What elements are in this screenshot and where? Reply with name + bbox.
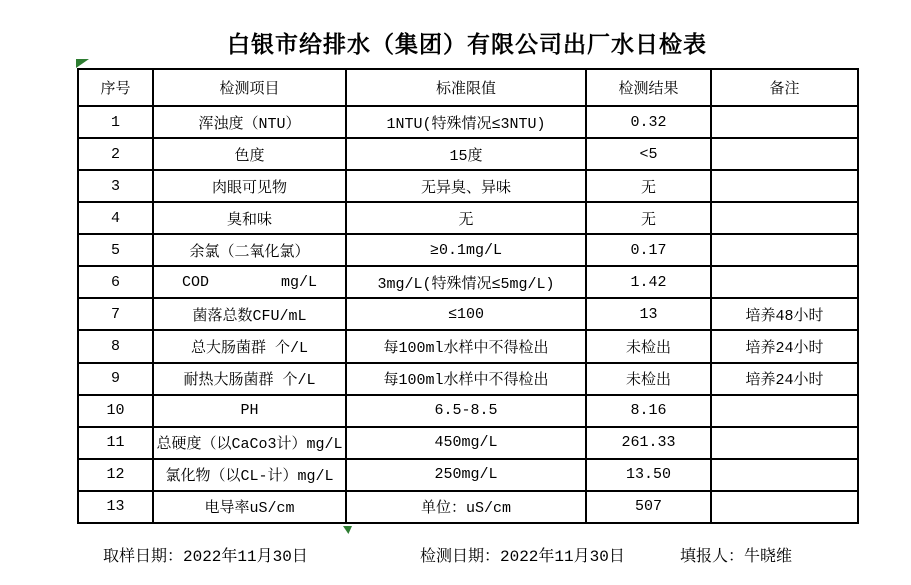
- table-row: [78, 459, 858, 491]
- table-header-row: [78, 69, 858, 106]
- cell-no: 9: [78, 363, 153, 395]
- cell-note: [711, 202, 858, 234]
- cell-no: 7: [78, 298, 153, 330]
- table-row: [78, 202, 858, 234]
- cell-limit: 250mg/L: [346, 459, 586, 491]
- excel-artifact-triangle-icon: [343, 526, 352, 534]
- cell-note: 培养48小时: [711, 298, 858, 330]
- cell-limit: ≥0.1mg/L: [346, 234, 586, 266]
- cell-result: 0.17: [586, 234, 711, 266]
- col-header-result: 检测结果: [586, 69, 711, 106]
- cell-item: 总大肠菌群 个/L: [153, 330, 346, 362]
- col-header-no: 序号: [78, 69, 153, 106]
- cell-item: 浑浊度（NTU）: [153, 106, 346, 138]
- inspection-table: [77, 68, 859, 524]
- cell-limit: 每100ml水样中不得检出: [346, 363, 586, 395]
- cell-item: 总硬度（以CaCo3计）mg/L: [153, 427, 346, 459]
- table-row: [78, 363, 858, 395]
- cell-note: [711, 106, 858, 138]
- testing-date-text: 检测日期：2022年11月30日: [420, 548, 625, 566]
- cell-note: 培养24小时: [711, 363, 858, 395]
- excel-error-triangle-icon: [76, 59, 89, 68]
- cell-limit: 1NTU(特殊情况≤3NTU): [346, 106, 586, 138]
- cell-limit: 450mg/L: [346, 427, 586, 459]
- cell-no: 13: [78, 491, 153, 523]
- reporter-text: 填报人：牛晓维: [680, 548, 793, 566]
- table-row: [78, 138, 858, 170]
- table-row: [78, 170, 858, 202]
- cell-note: [711, 459, 858, 491]
- cell-no: 12: [78, 459, 153, 491]
- cell-no: 2: [78, 138, 153, 170]
- table-row: [78, 266, 858, 298]
- table-row: [78, 234, 858, 266]
- cell-result: 未检出: [586, 330, 711, 362]
- cell-result: 8.16: [586, 395, 711, 427]
- cell-item: 肉眼可见物: [153, 170, 346, 202]
- table-row: [78, 106, 858, 138]
- cell-item: 菌落总数CFU/mL: [153, 298, 346, 330]
- cell-result: <5: [586, 138, 711, 170]
- col-header-limit: 标准限值: [346, 69, 586, 106]
- cell-no: 10: [78, 395, 153, 427]
- cell-limit: 无异臭、异味: [346, 170, 586, 202]
- cell-no: 6: [78, 266, 153, 298]
- cell-item: 电导率uS/cm: [153, 491, 346, 523]
- cell-limit: 无: [346, 202, 586, 234]
- col-header-item: 检测项目: [153, 69, 346, 106]
- cell-no: 5: [78, 234, 153, 266]
- cell-limit: 6.5-8.5: [346, 395, 586, 427]
- cell-limit: ≤100: [346, 298, 586, 330]
- cell-item: PH: [153, 395, 346, 427]
- cell-item: 耐热大肠菌群 个/L: [153, 363, 346, 395]
- page-title: 白银市给排水（集团）有限公司出厂水日检表: [227, 32, 707, 57]
- cell-result: 未检出: [586, 363, 711, 395]
- table-row: [78, 298, 858, 330]
- cell-note: [711, 234, 858, 266]
- table-row: [78, 491, 858, 523]
- table-row: [78, 330, 858, 362]
- cell-note: [711, 170, 858, 202]
- footer: [0, 543, 911, 565]
- cell-no: 4: [78, 202, 153, 234]
- cell-result: 1.42: [586, 266, 711, 298]
- cell-no: 3: [78, 170, 153, 202]
- cell-item: 色度: [153, 138, 346, 170]
- cell-item: 臭和味: [153, 202, 346, 234]
- cell-note: 培养24小时: [711, 330, 858, 362]
- cell-limit: 15度: [346, 138, 586, 170]
- cell-result: 13.50: [586, 459, 711, 491]
- cell-result: 13: [586, 298, 711, 330]
- cell-limit: 3mg/L(特殊情况≤5mg/L): [346, 266, 586, 298]
- cell-note: [711, 491, 858, 523]
- cell-item: COD mg/L: [153, 266, 346, 298]
- cell-result: 无: [586, 202, 711, 234]
- table-row: [78, 395, 858, 427]
- cell-result: 261.33: [586, 427, 711, 459]
- cell-limit: 每100ml水样中不得检出: [346, 330, 586, 362]
- cell-note: [711, 395, 858, 427]
- cell-no: 1: [78, 106, 153, 138]
- cell-item: 氯化物（以CL-计）mg/L: [153, 459, 346, 491]
- cell-no: 11: [78, 427, 153, 459]
- sampling-date-text: 取样日期：2022年11月30日: [103, 548, 308, 566]
- cell-result: 无: [586, 170, 711, 202]
- cell-result: 507: [586, 491, 711, 523]
- cell-no: 8: [78, 330, 153, 362]
- cell-note: [711, 266, 858, 298]
- cell-item: 余氯（二氧化氯）: [153, 234, 346, 266]
- table-row: [78, 427, 858, 459]
- cell-limit: 单位：uS/cm: [346, 491, 586, 523]
- cell-note: [711, 427, 858, 459]
- cell-note: [711, 138, 858, 170]
- cell-result: 0.32: [586, 106, 711, 138]
- col-header-note: 备注: [711, 69, 858, 106]
